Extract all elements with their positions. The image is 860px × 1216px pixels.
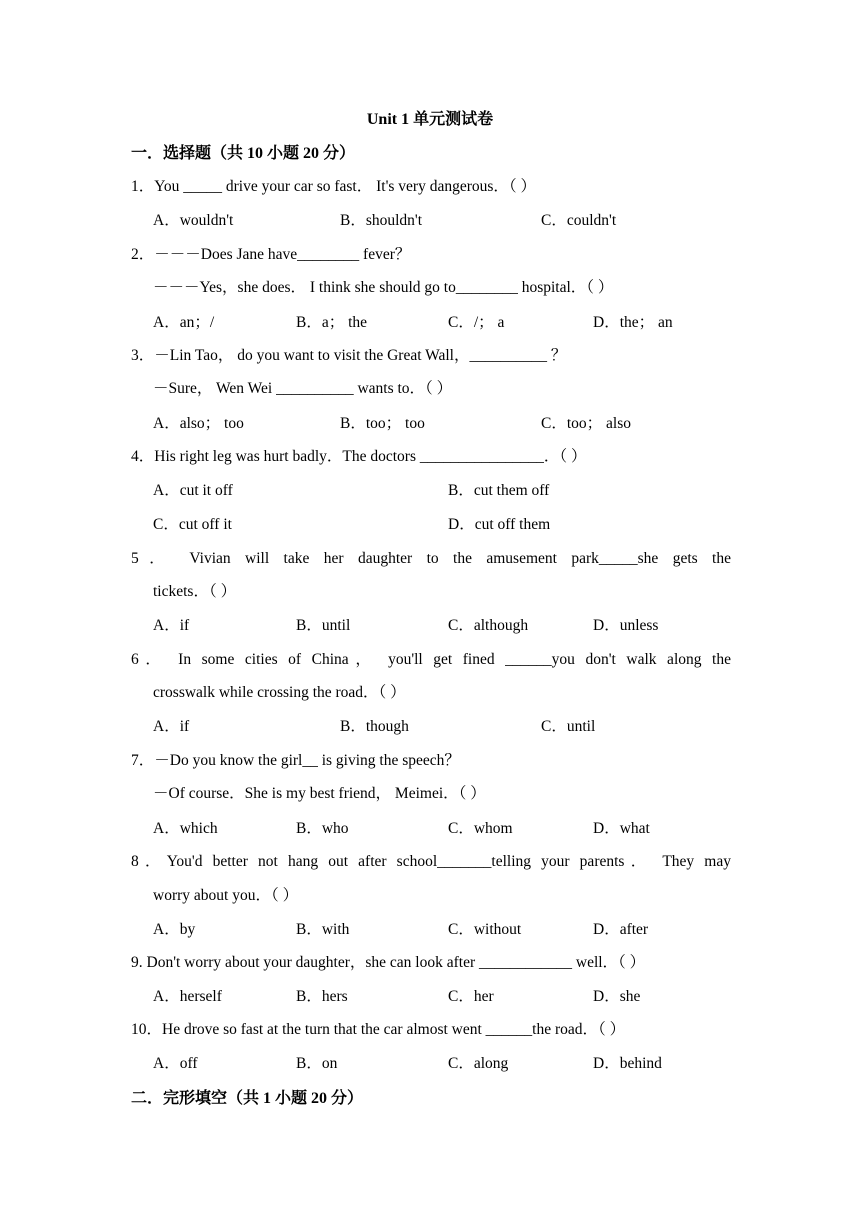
question-7-stem: 7．－Do you know the girl__ is giving the speech？ (131, 752, 460, 769)
question-1-stem: 1．You _____ drive your car so fast． It's very dangerous．（ ） (131, 178, 537, 195)
question-7-option-c: C．whom (448, 820, 513, 837)
question-4-option-d: D．cut off them (448, 516, 551, 533)
question-3-option-c: C．too； also (541, 415, 631, 432)
question-7-stem-line-2: －Of course．She is my best friend， Meimei．（ ） (153, 785, 486, 802)
question-4-stem: 4．His right leg was hurt badly．The doctors ________________．（ ） (131, 448, 587, 465)
question-6-option-b: B．though (340, 718, 409, 735)
question-5-stem-line-2: tickets．（ ） (153, 583, 237, 600)
question-3-option-b: B．too； too (340, 415, 425, 432)
question-10-option-b: B．on (296, 1055, 338, 1072)
question-8-option-b: B．with (296, 921, 350, 938)
question-7-option-a: A．which (153, 820, 218, 837)
question-2-option-b: B．a； the (296, 314, 368, 331)
section-heading-cloze: 二．完形填空（共 1 小题 20 分） (131, 1090, 364, 1107)
question-1-option-c: C．couldn't (541, 212, 617, 229)
question-2-stem: 2．－－－Does Jane have________ fever？ (131, 246, 411, 263)
question-8-option-a: A．by (153, 921, 196, 938)
section-heading-choice: 一．选择题（共 10 小题 20 分） (131, 145, 356, 162)
question-7-option-b: B．who (296, 820, 349, 837)
question-3-stem: 3．－Lin Tao， do you want to visit the Great Wall，__________ ？ (131, 347, 567, 364)
question-6-option-a: A．if (153, 718, 190, 735)
question-6-stem: 6． In some cities of China， you'll get fined ______you don't walk along the (131, 651, 731, 668)
question-8-stem-line-2: worry about you．（ ） (153, 887, 299, 904)
question-10-option-c: C．along (448, 1055, 509, 1072)
question-9-option-a: A．herself (153, 988, 222, 1005)
question-9-option-d: D．she (593, 988, 641, 1005)
question-4-option-a: A．cut it off (153, 482, 233, 499)
question-10-option-d: D．behind (593, 1055, 662, 1072)
page-title: Unit 1 单元测试卷 (366, 111, 494, 128)
question-9-option-c: C．her (448, 988, 494, 1005)
question-5-stem: 5． Vivian will take her daughter to the amusement park_____she gets the (131, 550, 731, 567)
question-5-option-d: D．unless (593, 617, 659, 634)
question-8-option-d: D．after (593, 921, 649, 938)
question-4-option-b: B．cut them off (448, 482, 550, 499)
question-3-stem-line-2: －Sure， Wen Wei __________ wants to．（ ） (153, 380, 453, 397)
question-5-option-c: C．although (448, 617, 529, 634)
question-4-option-c: C．cut off it (153, 516, 232, 533)
question-7-option-d: D．what (593, 820, 650, 837)
question-8-stem: 8．You'd better not hang out after school_______telling your parents． They may (131, 853, 731, 870)
question-6-option-c: C．until (541, 718, 596, 735)
question-10-option-a: A．off (153, 1055, 198, 1072)
question-1-option-b: B．shouldn't (340, 212, 423, 229)
question-5-option-a: A．if (153, 617, 190, 634)
question-9-option-b: B．hers (296, 988, 348, 1005)
question-2-option-a: A．an；/ (153, 314, 215, 331)
question-8-option-c: C．without (448, 921, 522, 938)
question-6-stem-line-2: crosswalk while crossing the road．（ ） (153, 684, 406, 701)
question-3-option-a: A．also； too (153, 415, 244, 432)
question-9-stem: 9. Don't worry about your daughter，she can look after ____________ well．（ ） (131, 954, 646, 971)
question-2-option-c: C．/； a (448, 314, 505, 331)
question-2-option-d: D．the； an (593, 314, 673, 331)
question-5-option-b: B．until (296, 617, 351, 634)
question-1-option-a: A．wouldn't (153, 212, 234, 229)
question-10-stem: 10．He drove so fast at the turn that the car almost went ______the road．（ ） (131, 1021, 626, 1038)
question-2-stem-line-2: －－－Yes，she does． I think she should go to________ hospital．（ ） (153, 279, 614, 296)
